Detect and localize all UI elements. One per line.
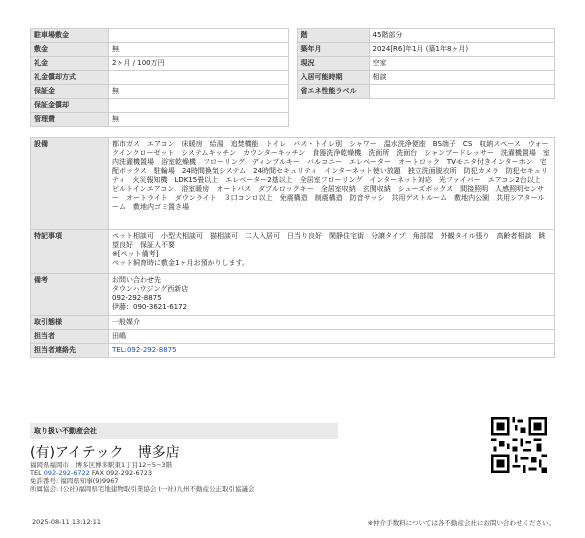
table-row	[31, 230, 555, 274]
table-row	[31, 330, 555, 344]
left-summary-table	[30, 28, 289, 127]
company-tel-link[interactable]: 092-292-6722	[43, 469, 90, 477]
row-value: 2024[R6]年1月 (築1年8ヶ月)	[369, 43, 555, 57]
tel-prefix: TEL	[30, 469, 44, 477]
right-summary-table	[297, 28, 556, 99]
row-label: 礼金償却方式	[31, 71, 109, 85]
deal-type-value: 一般媒介	[109, 316, 555, 330]
row-label: 現況	[297, 57, 369, 71]
table-row	[297, 43, 555, 57]
facilities-value: 都市ガス エアコン 床暖房 給湯 追焚機能 トイレ バス・トイレ別 シャワー 温水洗浄便座 BS端子 CS 収納スペース ウォークインクローゼット システムキッチン カウンターキッチン 食器洗浄乾燥機 洗面所 洗面台 シャンプードレッサー 洗濯機置場 室内洗濯機置場 浴室乾燥機 フローリング ディンプルキー バルコニー エレベーター オートロック TVモニタ付きインターホン 宅配ボックス 駐輪場 24時間換気システム 24時間セキュリティ インターネット使い放題 独立洗面脱衣所 防犯カメラ 防犯セキュリティ 火災報知機 LDK15畳以上 エレベーター2基以上 全居室フローリング インターネット対応 光ファイバー エアコン2台以上 ビルトインエアコン 浴室暖房 オートバス ダブルロックキー 全居室収納 玄関収納 シューズボックス 間接照明 人感照明センサー オートライト ダウンライト ３口コンロ以上 免震構造 制震構造 防音サッシ 共用ゲストルーム 敷地内公園 共用シアタールーム 敷地内ゴミ置き場	[109, 138, 555, 230]
summary-tables	[30, 28, 555, 127]
row-label: 省エネ性能ラベル	[297, 85, 369, 99]
table-row	[31, 85, 289, 99]
company-name: (有)アイテック 博多店	[30, 445, 180, 461]
staff-contact-phone-link[interactable]: TEL:092-292-8875	[109, 344, 555, 358]
row-value	[109, 29, 289, 43]
company-contact	[30, 469, 555, 477]
print-date: 2025-08-11 13:12:11	[32, 518, 102, 526]
table-row	[31, 316, 555, 330]
detail-table	[30, 137, 555, 358]
deal-type-label: 取引態様	[31, 316, 109, 330]
table-row	[297, 57, 555, 71]
row-value	[109, 99, 289, 113]
table-row	[31, 57, 289, 71]
commission-note: ※仲介手数料については各不動産会社にお問い合わせください。	[367, 519, 555, 527]
table-row	[31, 99, 289, 113]
row-label: 築年月	[297, 43, 369, 57]
table-row	[31, 71, 289, 85]
row-label: 管理費	[31, 113, 109, 127]
row-value: 空家	[369, 57, 555, 71]
row-value: 無	[109, 43, 289, 57]
staff-label: 担当者	[31, 330, 109, 344]
row-value	[109, 71, 289, 85]
company-fax: FAX 092-292-6723	[89, 469, 153, 477]
row-label: 敷金	[31, 43, 109, 57]
row-value: 無	[109, 85, 289, 99]
company-section	[30, 423, 555, 493]
page-footer	[32, 518, 555, 526]
table-row	[31, 344, 555, 358]
company-association: 所属協会: (公社)福岡県宅地建物取引業協会 (一社)九州不動産公正取引協議会	[30, 485, 255, 493]
row-label: 保証金償却	[31, 99, 109, 113]
staff-contact-label: 担当者連絡先	[31, 344, 109, 358]
row-label: 階	[297, 29, 369, 43]
table-row	[297, 29, 555, 43]
row-value: 無	[109, 113, 289, 127]
row-value: 2ヶ月 / 100万円	[109, 57, 289, 71]
row-label: 入居可能時期	[297, 71, 369, 85]
table-row	[31, 138, 555, 230]
qr-code-icon	[491, 417, 547, 473]
table-row	[31, 113, 289, 127]
table-row	[31, 43, 289, 57]
company-details	[30, 461, 555, 493]
special-label: 特記事項	[31, 230, 109, 274]
special-value: ペット相談可 小型犬相談可 猫相談可 二人入居可 日当り良好 閑静住宅街 分譲タイプ 角部屋 外観タイル張り 高齢者相談 眺望良好 保証人不要 ※[ペット備考] ペット飼育時に敷金1ヶ月お預かりします。	[109, 230, 555, 274]
remarks-label: 備考	[31, 274, 109, 316]
company-license: 免許番号: 福岡県知事(9)9967	[30, 477, 119, 485]
company-address: 福岡県福岡市 博多区博多駅東1丁目12−5−3階	[30, 461, 173, 469]
table-row	[31, 29, 289, 43]
row-label: 礼金	[31, 57, 109, 71]
table-row	[31, 274, 555, 316]
row-value	[369, 85, 555, 99]
remarks-value: お問い合わせ先 タウンハウジング西新店 092-292-8875 伊藤：090-3621-6172	[109, 274, 555, 316]
property-detail	[30, 28, 555, 358]
row-label: 駐車場敷金	[31, 29, 109, 43]
row-label: 保証金	[31, 85, 109, 99]
row-value: 45階部分	[369, 29, 555, 43]
staff-value: 田嶋	[109, 330, 555, 344]
table-row	[297, 71, 555, 85]
facilities-label: 設備	[31, 138, 109, 230]
row-value: 相談	[369, 71, 555, 85]
company-heading: 取り扱い不動産会社	[30, 423, 338, 439]
table-row	[297, 85, 555, 99]
